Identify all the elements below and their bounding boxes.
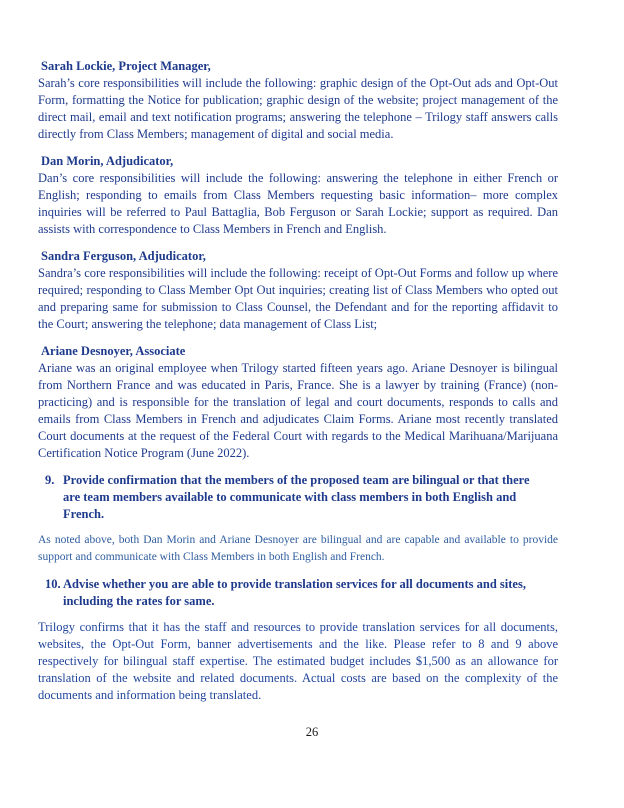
question-number: 9.: [45, 473, 55, 487]
team-member-section: [38, 58, 558, 143]
team-member-body: Sandra’s core responsibilities will include the following: receipt of Opt-Out Forms and follow up where required; responding to Class Member Opt Out inquiries; creating list of Class Members who opted out and preparing same for submission to Class Counsel, the Defendant and for the reporting affidavit to the Court; answering the telephone; data management of Class List;: [38, 266, 558, 331]
team-member-body: Ariane was an original employee when Trilogy started fifteen years ago. Ariane Desnoyer is bilingual from Northern France and was educated in Paris, France. She is a lawyer by training (France) (non-practicing) and is responsible for the translation of legal and court documents, responds to calls and emails from Class Members in French and adjudicates Claim Forms. Ariane most recently translated Court documents at the request of the Federal Court with regards to the Medical Marihuana/Marijuana Certification Notice Program (June 2022).: [38, 361, 558, 460]
questions-container: [38, 472, 558, 704]
question-block: [38, 472, 558, 566]
team-member-heading: Ariane Desnoyer, Associate: [41, 344, 186, 358]
question-text: Advise whether you are able to provide translation services for all documents and sites, including the rates for same.: [63, 577, 526, 608]
team-member-section: [38, 248, 558, 333]
question-answer: As noted above, both Dan Morin and Ariane Desnoyer are bilingual and are capable and available to provide support and communicate with Class Members in both English and French.: [38, 534, 558, 563]
question-number: 10.: [45, 577, 61, 591]
team-member-heading: Sandra Ferguson, Adjudicator,: [41, 249, 206, 263]
team-member-heading: Sarah Lockie, Project Manager,: [41, 59, 211, 73]
question-text: Provide confirmation that the members of the proposed team are bilingual or that there are team members available to communicate with class members in both English and French.: [63, 473, 530, 521]
team-member-section: [38, 343, 558, 462]
team-member-heading: Dan Morin, Adjudicator,: [41, 154, 174, 168]
team-sections-container: [38, 58, 558, 462]
page-number: 26: [305, 725, 319, 739]
question: [38, 576, 558, 610]
question: [38, 472, 558, 523]
team-member-section: [38, 153, 558, 238]
team-member-body: Dan’s core responsibilities will include the following: answering the telephone in either French or English; responding to emails from Class Members requesting basic information– more complex inquiries will be referred to Paul Battaglia, Bob Ferguson or Sarah Lockie; support as required. Dan assists with correspondence to Class Members in French and English.: [38, 171, 558, 236]
question-answer: Trilogy confirms that it has the staff and resources to provide translation services for all documents, websites, the Opt-Out Form, banner advertisements and the like. Please refer to 8 and 9 above respectively for bilingual staff expertise. The estimated budget includes $1,500 as an allowance for translation of the website and related documents. Actual costs are based on the complexity of the documents and information being translated.: [38, 620, 558, 702]
question-block: [38, 576, 558, 704]
team-member-body: Sarah’s core responsibilities will include the following: graphic design of the Opt-Out ads and Opt-Out Form, formatting the Notice for publication; graphic design of the website; project management of the direct mail, email and text notification programs; answering the telephone – Trilogy staff answers calls directly from Class Members; management of digital and social media.: [38, 76, 558, 141]
